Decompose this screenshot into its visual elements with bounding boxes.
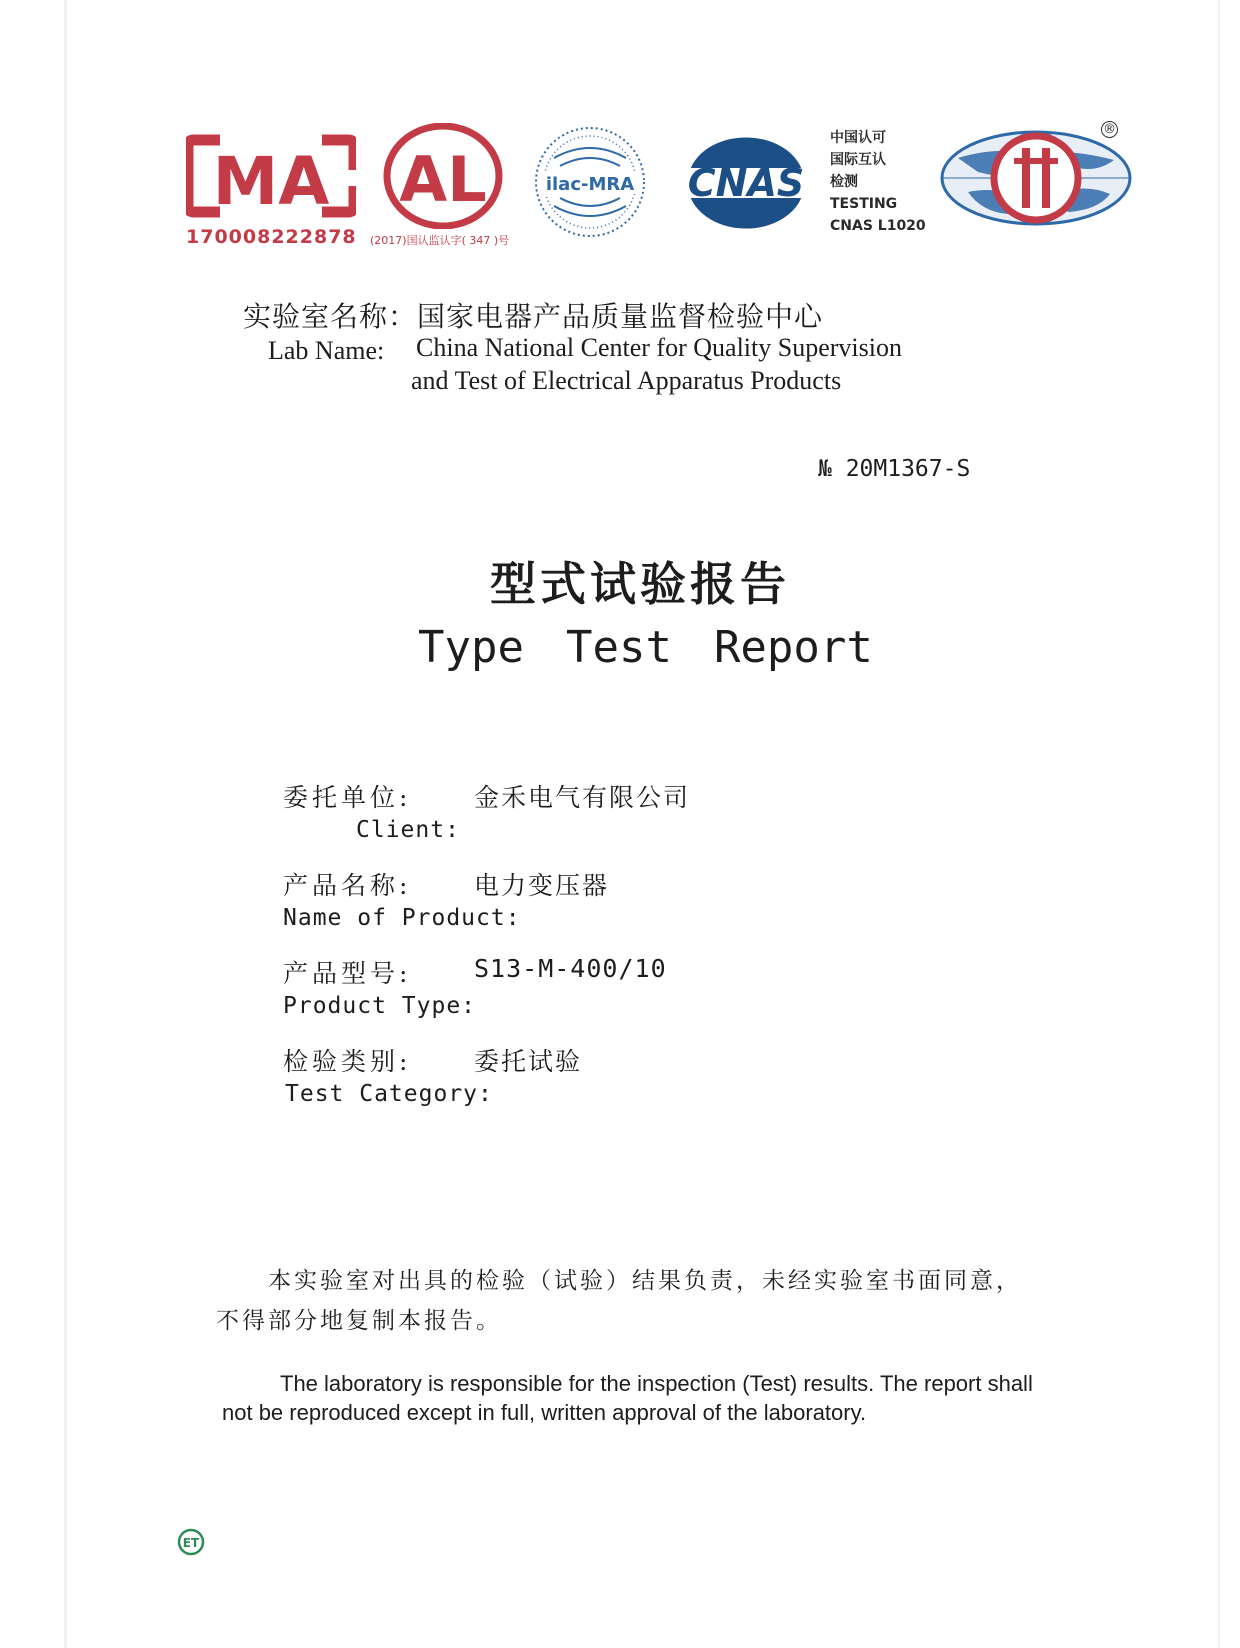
accreditation-line-4: TESTING: [830, 196, 898, 212]
accreditation-line-5: CNAS L1020: [830, 218, 926, 234]
client-label-en: Client:: [356, 817, 460, 843]
lab-name-en-line-2: and Test of Electrical Apparatus Products: [411, 366, 842, 395]
accreditation-line-2: 国际互认: [830, 152, 886, 168]
product-type-value: S13-M-400/10: [474, 954, 667, 983]
cnas-logo: [676, 130, 816, 234]
report-title-cn: 型式试验报告: [490, 557, 790, 611]
ilac-mra-logo: [532, 124, 648, 240]
et-mark-icon: [177, 1528, 205, 1560]
accreditation-line-1: 中国认可: [830, 130, 886, 146]
cma-logo: [186, 128, 356, 224]
lab-name-cn: 实验室名称：国家电器产品质量监督检验中心: [243, 300, 824, 333]
notice-cn-line-2: 不得部分地复制本报告。: [216, 1308, 502, 1334]
page-edge-right: [1218, 0, 1220, 1648]
accreditation-line-3: 检测: [830, 174, 858, 190]
test-category-label-cn: 检验类别:: [283, 1047, 412, 1076]
globe-certification-logo: [938, 128, 1134, 228]
cma-number: 170008222878: [186, 226, 357, 248]
cma-logo-text: MA: [212, 143, 330, 220]
product-type-label-cn: 产品型号:: [283, 959, 412, 988]
title-word-test: Test: [565, 622, 672, 673]
report-number: № 20M1367-S: [818, 456, 971, 482]
product-name-label-cn: 产品名称:: [283, 871, 412, 900]
et-mark-text: ET: [182, 1536, 200, 1550]
notice-en-line-1: The laboratory is responsible for the inspection (Test) results. The report shall: [280, 1371, 1033, 1396]
report-title-en: [418, 622, 915, 673]
test-category-label-en: Test Category:: [285, 1081, 493, 1107]
lab-name-en-line-1: China National Center for Quality Supervision: [416, 333, 902, 362]
product-type-label-en: Product Type:: [283, 993, 477, 1019]
cal-logo-text: AL: [399, 143, 487, 216]
cnas-logo-text: CNAS: [687, 161, 805, 205]
lab-name-label: Lab Name:: [268, 336, 385, 365]
cal-logo: [383, 123, 503, 229]
registered-mark: ®: [1103, 122, 1116, 137]
notice-cn-line-1: 本实验室对出具的检验（试验）结果负责，未经实验室书面同意，: [268, 1268, 1022, 1294]
accreditation-text: [830, 127, 926, 237]
ilac-logo-text: ilac-MRA: [545, 174, 635, 195]
product-name-value: 电力变压器: [474, 871, 610, 900]
cal-number: (2017)国认监认字( 347 )号: [370, 234, 510, 247]
test-category-value: 委托试验: [474, 1047, 583, 1076]
client-value: 金禾电气有限公司: [474, 783, 691, 812]
page-edge-left: [64, 0, 67, 1648]
product-name-label-en: Name of Product:: [283, 905, 521, 931]
title-word-report: Report: [713, 622, 873, 673]
title-word-type: Type: [418, 622, 524, 673]
notice-en-line-2: not be reproduced except in full, written approval of the laboratory.: [222, 1400, 867, 1425]
client-label-cn: 委托单位:: [283, 783, 412, 812]
